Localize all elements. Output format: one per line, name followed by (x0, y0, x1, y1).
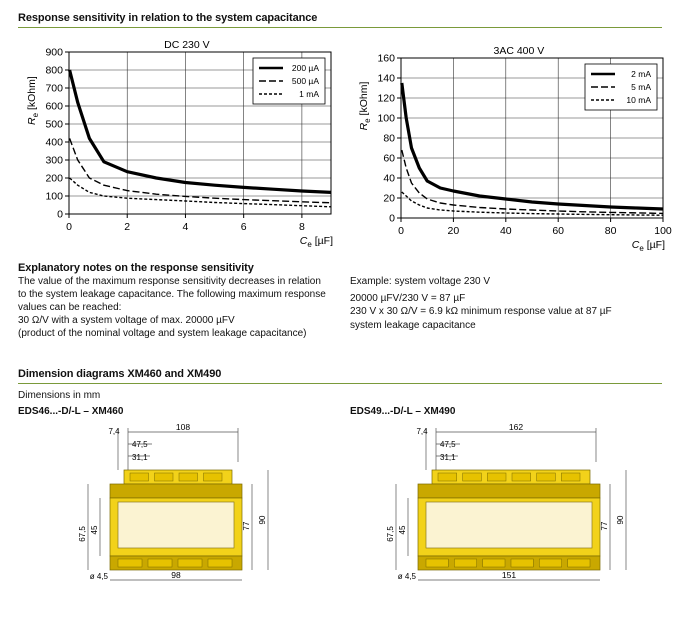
y-tick-label: 600 (45, 100, 63, 113)
legend-label: 200 µA (291, 63, 319, 73)
module-terminal (537, 473, 556, 481)
x-tick-label: 2 (124, 221, 131, 233)
y-tick-label: 100 (45, 190, 63, 203)
x-tick-label: 8 (298, 221, 305, 233)
module-terminal (454, 559, 476, 567)
y-tick-label: 700 (45, 82, 63, 95)
dim-label: 90 (616, 515, 625, 525)
dimensions-unit-note: Dimensions in mm (18, 390, 101, 401)
y-axis-label: $R_e$ [kOhm] (358, 81, 372, 131)
front-window (426, 502, 592, 548)
notes-right-line: system leakage capacitance (350, 319, 476, 331)
legend-label: 1 mA (299, 89, 319, 99)
dim-label: 47,5 (132, 440, 148, 449)
notes-right-line: 230 V x 30 Ω/V = 6.9 kΩ minimum response value at 87 µF (350, 306, 612, 317)
y-tick-label: 80 (383, 132, 395, 145)
y-tick-label: 300 (45, 154, 63, 167)
dim-label: 7,4 (108, 427, 120, 436)
section-divider (18, 27, 662, 28)
dim-label: ø 4,5 (397, 572, 416, 581)
module-terminal (512, 473, 531, 481)
dim-label: 77 (600, 521, 609, 531)
dimension-diagram-xm460 (70, 422, 280, 592)
module-terminal (178, 559, 202, 567)
diagram-label-xm460: EDS46...-D/-L – XM460 (18, 406, 124, 417)
notes-right-paragraph (350, 275, 612, 332)
y-tick-label: 120 (377, 92, 395, 105)
notes-left-line: 30 Ω/V with a system voltage of max. 20000 µFV (18, 315, 235, 326)
module-terminal (463, 473, 482, 481)
module-terminal (561, 473, 580, 481)
dim-label: 47,5 (440, 440, 456, 449)
dimension-diagram-xm490 (378, 422, 638, 592)
module-terminal (483, 559, 505, 567)
y-tick-label: 140 (377, 72, 395, 85)
y-tick-label: 0 (57, 208, 63, 221)
notes-left-line: (product of the nominal voltage and system leakage capacitance) (18, 328, 307, 339)
x-tick-label: 80 (604, 225, 617, 237)
x-tick-label: 40 (499, 225, 512, 237)
dim-label: 67,5 (386, 526, 395, 542)
section-divider (18, 383, 662, 384)
notes-right-line: Example: system voltage 230 V (350, 276, 491, 287)
x-axis-label: $C_e$ [µF] (631, 239, 665, 253)
section-title-dimension-diagrams: Dimension diagrams XM460 and XM490 (18, 368, 222, 380)
y-tick-label: 400 (45, 136, 63, 149)
module-terminal (179, 473, 198, 481)
chart-title: DC 230 V (164, 39, 210, 51)
legend-label: 10 mA (626, 95, 651, 105)
notes-left-line: The value of the maximum response sensitivity decreases in relation (18, 276, 321, 287)
legend (585, 64, 657, 110)
module-terminal (568, 559, 590, 567)
x-tick-label: 100 (654, 225, 672, 237)
x-tick-label: 60 (552, 225, 565, 237)
legend (253, 58, 325, 104)
module-terminal (487, 473, 506, 481)
notes-left-paragraph (18, 275, 326, 340)
chart-3ac-400v (350, 32, 672, 258)
y-tick-label: 100 (377, 112, 395, 125)
y-tick-label: 40 (383, 172, 395, 185)
dim-label: ø 4,5 (89, 572, 108, 581)
series-line (70, 138, 331, 202)
x-tick-label: 20 (447, 225, 460, 237)
dim-label: 90 (258, 515, 267, 525)
module-terminal (511, 559, 533, 567)
y-tick-label: 160 (377, 52, 395, 65)
y-tick-label: 20 (383, 192, 395, 205)
x-tick-label: 0 (66, 221, 72, 233)
dim-label: 45 (90, 525, 99, 535)
y-tick-label: 800 (45, 64, 63, 77)
dim-label: 108 (175, 422, 191, 432)
y-tick-label: 200 (45, 172, 63, 185)
legend-label: 2 mA (631, 69, 651, 79)
module-terminal (208, 559, 232, 567)
series-line (402, 150, 663, 213)
dim-label: 77 (242, 521, 251, 531)
module-terminal (155, 473, 174, 481)
dim-label: 45 (398, 525, 407, 535)
module-terminal (118, 559, 142, 567)
dim-label: 98 (171, 570, 181, 580)
y-tick-label: 0 (389, 212, 395, 225)
chart-dc-230v (18, 32, 336, 258)
diagram-label-xm490: EDS49...-D/-L – XM490 (350, 406, 456, 417)
x-tick-label: 4 (182, 221, 189, 233)
legend-label: 5 mA (631, 82, 651, 92)
section-title-response-sensitivity: Response sensitivity in relation to the system capacitance (18, 12, 318, 24)
legend-label: 500 µA (291, 76, 319, 86)
housing-shoulder (418, 484, 600, 498)
y-tick-label: 500 (45, 118, 63, 131)
module-terminal (438, 473, 457, 481)
dim-label: 31,1 (440, 453, 456, 462)
dim-label: 162 (508, 422, 524, 432)
dim-label: 31,1 (132, 453, 148, 462)
chart-title: 3AC 400 V (493, 45, 545, 57)
dim-label: 7,4 (416, 427, 428, 436)
module-terminal (204, 473, 223, 481)
notes-title: Explanatory notes on the response sensitivity (18, 262, 254, 274)
y-axis-label: $R_e$ [kOhm] (26, 76, 40, 126)
front-window (118, 502, 234, 548)
dim-label: 151 (501, 570, 517, 580)
x-tick-label: 6 (240, 221, 247, 233)
y-tick-label: 900 (45, 46, 63, 59)
x-tick-label: 0 (398, 225, 404, 237)
module-terminal (539, 559, 561, 567)
y-tick-label: 60 (383, 152, 395, 165)
notes-left-line: values can be reached: (18, 302, 122, 313)
module-terminal (426, 559, 448, 567)
notes-left-line: to the system leakage capacitance. The following maximum response (18, 289, 326, 300)
module-terminal (130, 473, 149, 481)
housing-shoulder (110, 484, 242, 498)
module-terminal (148, 559, 172, 567)
notes-right-line: 20000 µFV/230 V = 87 µF (350, 292, 466, 304)
dim-label: 67,5 (78, 526, 87, 542)
x-axis-label: $C_e$ [µF] (299, 235, 333, 249)
